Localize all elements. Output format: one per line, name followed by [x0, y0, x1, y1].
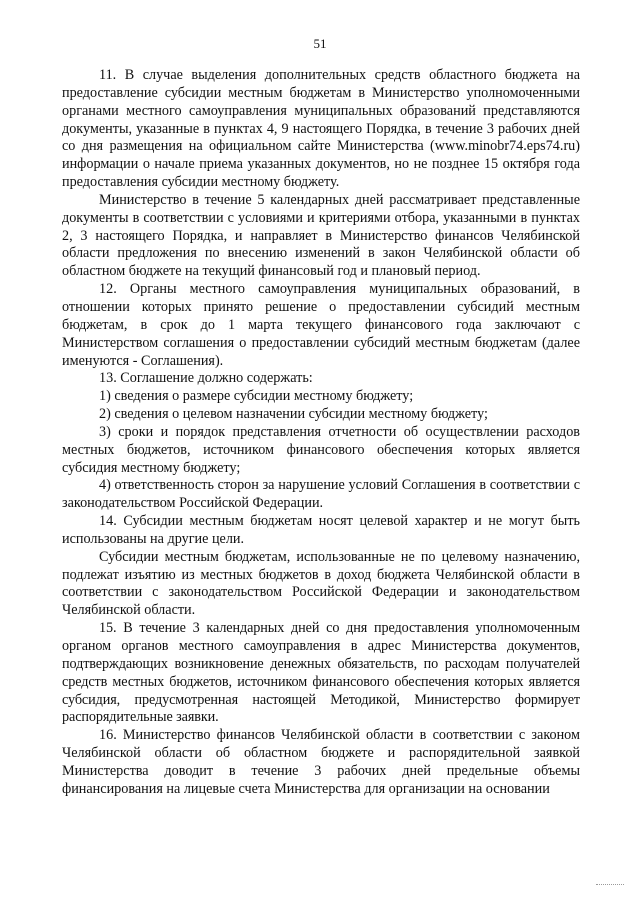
scan-artifact-line — [596, 884, 624, 885]
paragraph-14: 14. Субсидии местным бюджетам носят целевой характер и не могут быть использованы на другие цели. — [62, 513, 580, 547]
paragraph-13: 13. Соглашение должно содержать: — [99, 370, 313, 387]
paragraph-13-item-1: 1) сведения о размере субсидии местному бюджету; — [99, 388, 414, 405]
paragraph-16: 16. Министерство финансов Челябинской области в соответствии с законом Челябинской области об областном бюджете и распорядительной заявкой Министерства доводит в течение 3 рабочих дней предельные объемы финансирования на лицевые счета Министерства для организации на основании — [62, 727, 580, 797]
paragraph-11-review: Министерство в течение 5 календарных дней рассматривает представленные документы в соответствии с условиями и критериями отбора, указанными в пунктах 2, 3 настоящего Порядка, и направляет в Министерство финансов Челябинской области предложения по внесению изменений в закон Челябинской области об областном бюджете на текущий финансовый год и плановый период. — [62, 191, 580, 280]
document-body — [62, 67, 580, 799]
paragraph-12: 12. Органы местного самоуправления муниципальных образований, в отношении которых принято решение о предоставлении субсидий местным бюджетам, в срок до 1 марта текущего финансового года заключают с Министерством соглашения о предоставлении субсидий местным бюджетам (далее именуются - Соглашения). — [62, 281, 580, 369]
page-number: 51 — [313, 36, 327, 51]
paragraph-13-item-2: 2) сведения о целевом назначении субсидии местному бюджету; — [99, 406, 488, 423]
paragraph-14-misuse: Субсидии местным бюджетам, использованные не по целевому назначению, подлежат изъятию из местных бюджетов в доход бюджета Челябинской области в соответствии с законодательством Российской Федерации и законодательством Челябинской области. — [62, 548, 580, 619]
paragraph-13-item-4: 4) ответственность сторон за нарушение условий Соглашения в соответствии с законодательством Российской Федерации. — [62, 477, 580, 512]
paragraph-13-item-3: 3) сроки и порядок представления отчетности об осуществлении расходов местных бюджетов, источником финансового обеспечения которых является субсидия местному бюджету; — [62, 423, 580, 476]
paragraph-15: 15. В течение 3 календарных дней со дня предоставления уполномоченным органом органов местного самоуправления в адрес Министерства документов, подтверждающих возникновение денежных обязательств, по расходам получателей средств местных бюджетов, источником финансового обеспечения которых является субсидия, предусмотренная настоящей Методикой, Министерство формирует распорядительные заявки. — [62, 620, 580, 726]
paragraph-11: 11. В случае выделения дополнительных средств областного бюджета на предоставление субсидии местным бюджетам в Министерство уполномоченными органами местного самоуправления муниципальных образований представляются документы, указанные в пунктах 4, 9 настоящего Порядка, в течение 3 рабочих дней со дня размещения на официальном сайте Министерства (www.minobr74.eps74.ru) информации о начале приема указанных документов, но не позднее 15 октября года предоставления субсидии местному бюджету. — [62, 67, 580, 191]
